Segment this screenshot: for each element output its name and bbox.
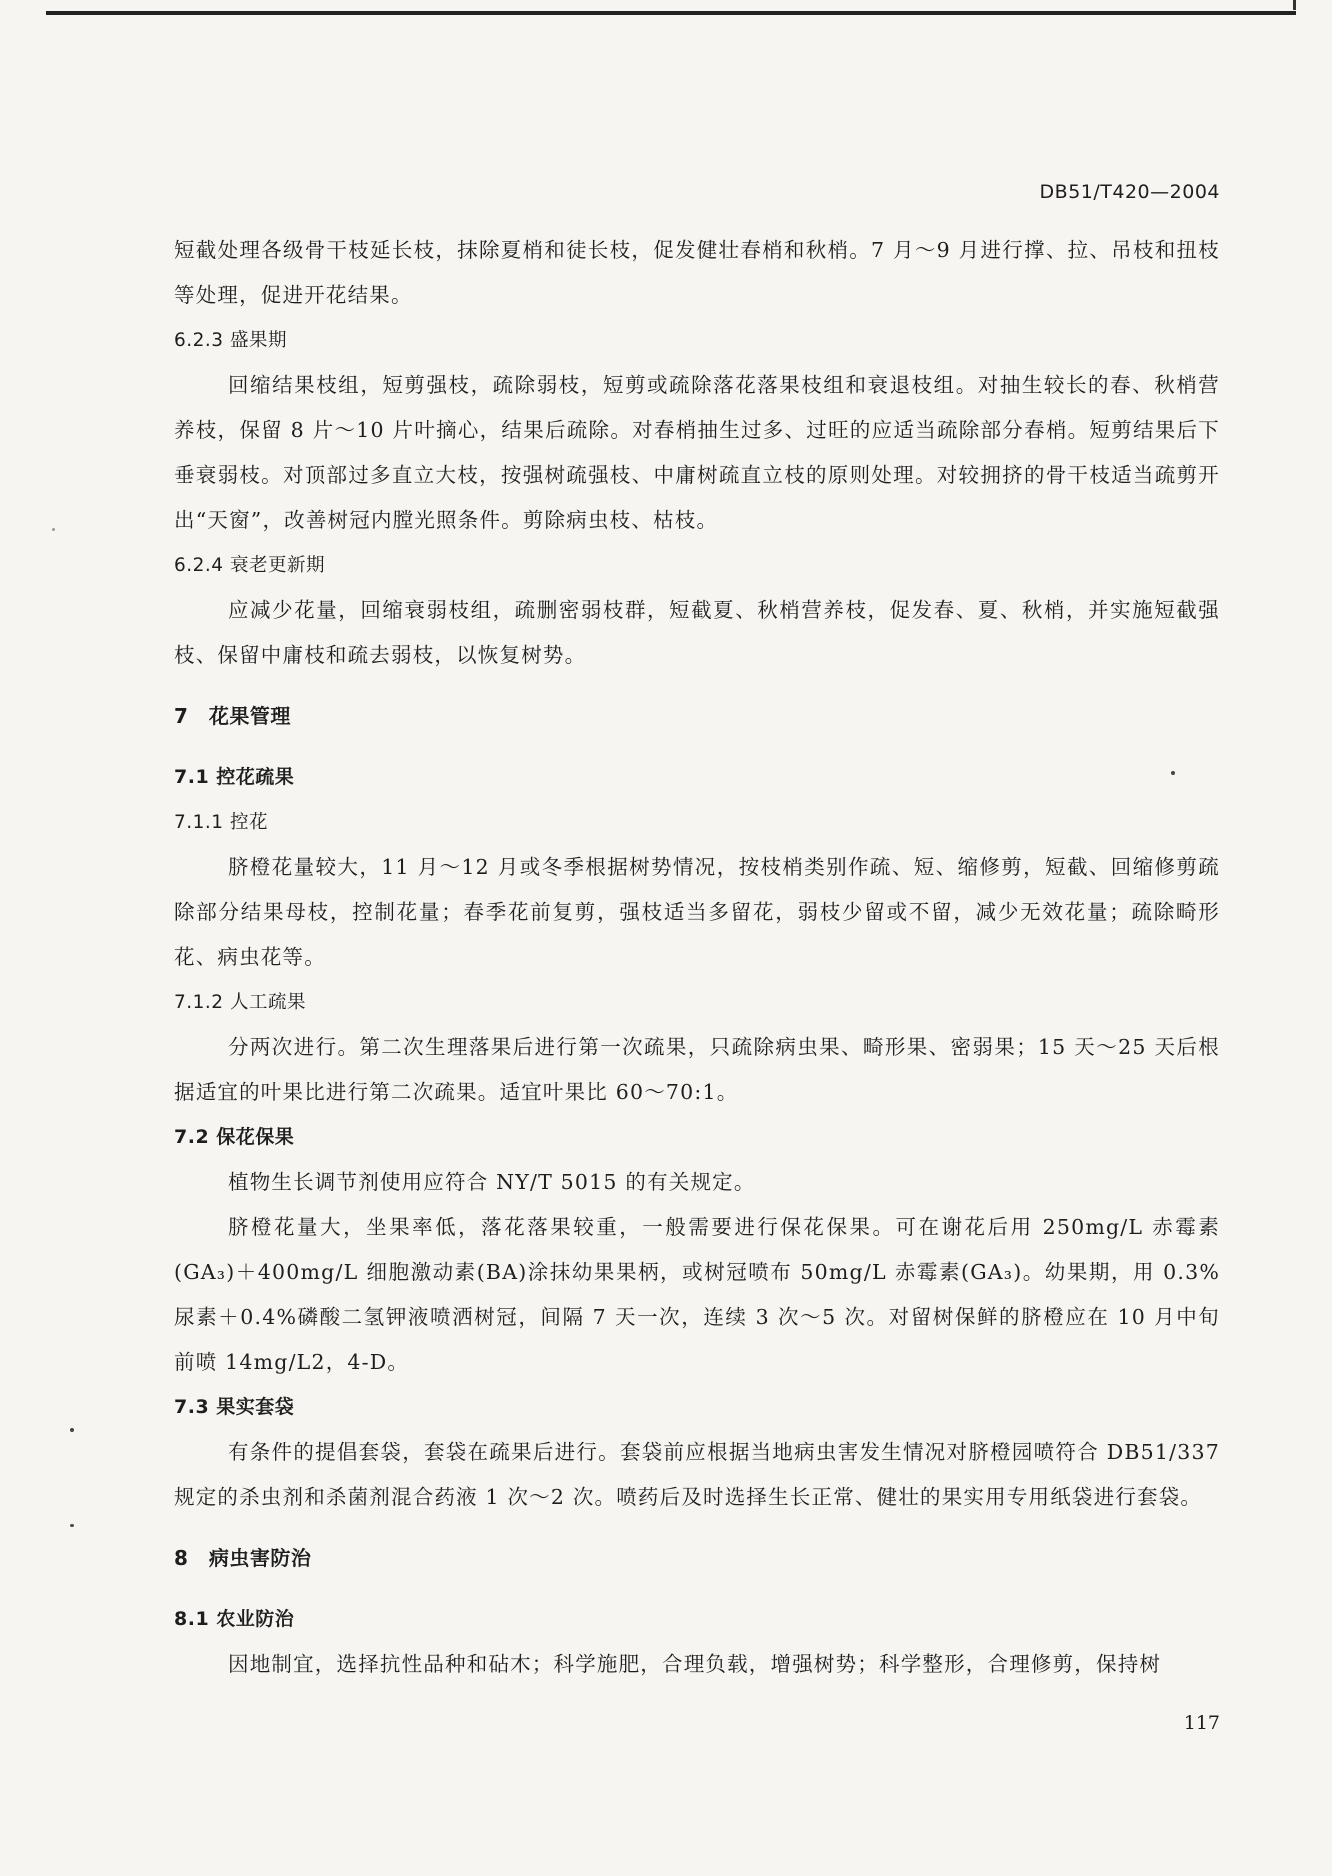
paragraph-7-1-1: 脐橙花量较大，11 月～12 月或冬季根据树势情况，按枝梢类别作疏、短、缩修剪，短截、回缩修剪疏除部分结果母枝，控制花量；春季花前复剪，强枝适当多留花，弱枝少留或不留，减少无效花量；疏除畸形花、病虫花等。 [174,855,1220,969]
heading-7-2: 7.2 保花保果 [174,1126,295,1148]
paragraph-7-3: 有条件的提倡套袋，套袋在疏果后进行。套袋前应根据当地病虫害发生情况对脐橙园喷符合 DB51/337 规定的杀虫剂和杀菌剂混合药液 1 次～2 次。喷药后及时选择生长正常、健壮的果实用专用纸袋进行套袋。 [174,1440,1220,1509]
top-rule [46,11,1296,15]
page-content [174,228,1220,1687]
scan-speck [70,1524,74,1527]
paragraph-pruning-continued: 短截处理各级骨干枝延长枝，抹除夏梢和徒长枝，促发健壮春梢和秋梢。7 月～9 月进行撑、拉、吊枝和扭枝等处理，促进开花结果。 [174,238,1220,307]
heading-8-1: 8.1 农业防治 [174,1608,295,1630]
page-number: 117 [1183,1712,1220,1734]
heading-8: 8 病虫害防治 [174,1546,312,1570]
heading-7-1: 7.1 控花疏果 [174,766,295,788]
scan-speck [1171,771,1175,775]
paragraph-7-2-a: 植物生长调节剂使用应符合 NY/T 5015 的有关规定。 [228,1170,756,1194]
document-code: DB51/T420—2004 [1039,181,1220,203]
scan-speck [52,528,55,531]
heading-7-1-2: 7.1.2 人工疏果 [174,992,306,1013]
heading-6-2-4: 6.2.4 衰老更新期 [174,555,325,576]
heading-6-2-3: 6.2.3 盛果期 [174,330,287,351]
paragraph-7-2-b: 脐橙花量大，坐果率低，落花落果较重，一般需要进行保花保果。可在谢花后用 250mg/L 赤霉素(GA₃)＋400mg/L 细胞激动素(BA)涂抹幼果果柄，或树冠喷布 50mg/L 赤霉素(GA₃)。幼果期，用 0.3%尿素＋0.4%磷酸二氢钾液喷洒树冠，间隔 7 天一次，连续 3 次～5 次。对留树保鲜的脐橙应在 10 月中旬前喷 14mg/L2，4-D。 [174,1215,1220,1374]
heading-7-3: 7.3 果实套袋 [174,1396,295,1418]
paragraph-6-2-4: 应减少花量，回缩衰弱枝组，疏删密弱枝群，短截夏、秋梢营养枝，促发春、夏、秋梢，并实施短截强枝、保留中庸枝和疏去弱枝，以恢复树势。 [174,598,1220,667]
heading-7-1-1: 7.1.1 控花 [174,812,268,833]
paragraph-8-1: 因地制宜，选择抗性品种和砧木；科学施肥，合理负载，增强树势；科学整形，合理修剪，保持树 [228,1652,1162,1676]
heading-7: 7 花果管理 [174,704,291,728]
paragraph-7-1-2: 分两次进行。第二次生理落果后进行第一次疏果，只疏除病虫果、畸形果、密弱果；15 天～25 天后根据适宜的叶果比进行第二次疏果。适宜叶果比 60～70:1。 [174,1035,1220,1104]
paragraph-6-2-3: 回缩结果枝组，短剪强枝，疏除弱枝，短剪或疏除落花落果枝组和衰退枝组。对抽生较长的春、秋梢营养枝，保留 8 片～10 片叶摘心，结果后疏除。对春梢抽生过多、过旺的应适当疏除部分春梢。短剪结果后下垂衰弱枝。对顶部过多直立大枝，按强树疏强枝、中庸树疏直立枝的原则处理。对较拥挤的骨干枝适当疏剪开出“天窗”，改善树冠内膛光照条件。剪除病虫枝、枯枝。 [174,373,1220,532]
corner-mark [1293,0,1296,10]
scan-speck [70,1428,74,1432]
